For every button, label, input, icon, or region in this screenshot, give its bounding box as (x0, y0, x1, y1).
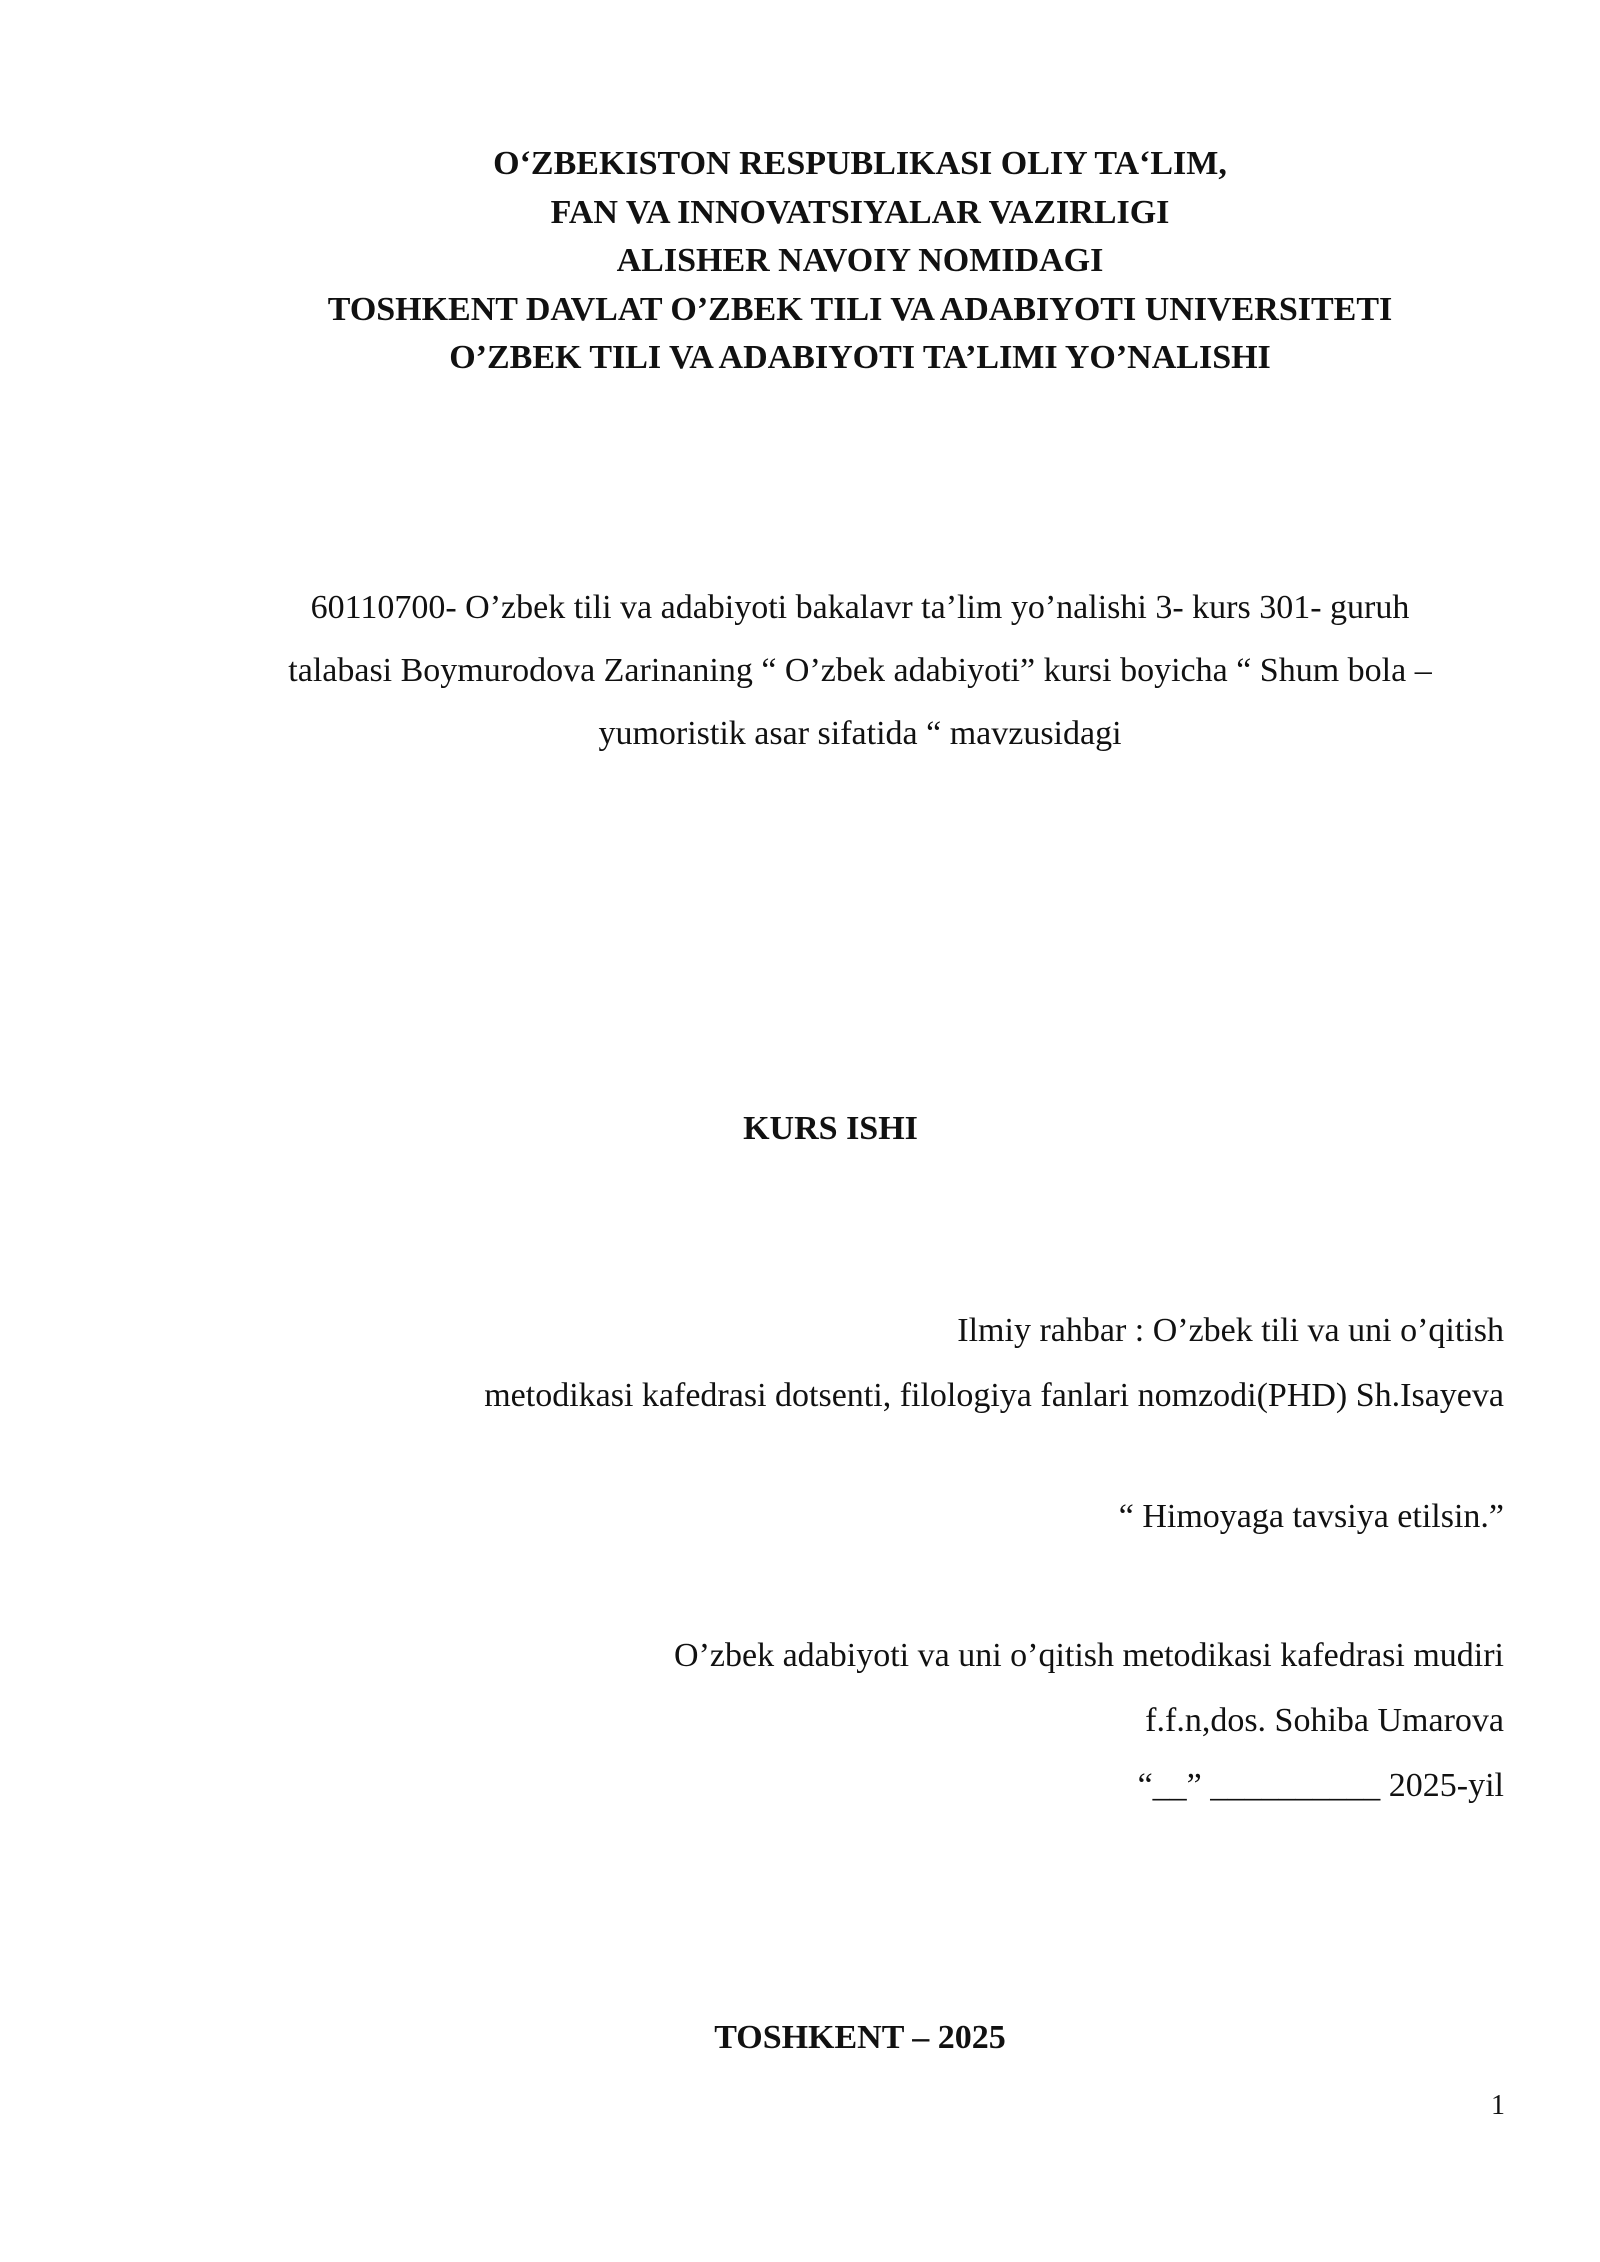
supervisor-line: Ilmiy rahbar : O’zbek tili va uni o’qitish (957, 1312, 1504, 1349)
city-year-footer: TOSHKENT – 2025 (714, 2019, 1006, 2056)
recommendation-note: “ Himoyaga tavsiya etilsin.” (1118, 1498, 1504, 1535)
topic-paragraph (200, 576, 1520, 765)
header-line: O‘ZBEKISTON RESPUBLIKASI OLIY TA‘LIM, (493, 145, 1227, 182)
header-line: O’ZBEK TILI VA ADABIYOTI TA’LIMI YO’NALISHI (449, 339, 1271, 377)
department-head-name: f.f.n,dos. Sohiba Umarova (1145, 1702, 1504, 1739)
header-line: ALISHER NAVOIY NOMIDAGI (616, 242, 1104, 280)
supervisor-block (484, 1298, 1504, 1428)
department-head-line: O’zbek adabiyoti va uni o’qitish metodikasi kafedrasi mudiri (674, 1637, 1504, 1674)
topic-line: yumoristik asar sifatida “ mavzusidagi (598, 715, 1122, 752)
topic-line: talabasi Boymurodova Zarinaning “ O’zbek adabiyoti” kursi boyicha “ Shum bola – (288, 652, 1432, 689)
ministry-header (0, 140, 1600, 383)
signature-date-line: “__” __________ 2025-yil (1137, 1767, 1504, 1804)
page-number: 1 (1491, 2090, 1505, 2121)
topic-line: 60110700- O’zbek tili va adabiyoti bakalavr ta’lim yo’nalishi 3- kurs 301- guruh (310, 589, 1410, 626)
department-head-block (674, 1623, 1504, 1818)
work-type-title: KURS ISHI (743, 1110, 918, 1147)
supervisor-line: metodikasi kafedrasi dotsenti, filologiya fanlari nomzodi(PHD) Sh.Isayeva (484, 1377, 1504, 1414)
header-line: TOSHKENT DAVLAT O’ZBEK TILI VA ADABIYOTI UNIVERSITETI (327, 290, 1393, 328)
header-line: FAN VA INNOVATSIYALAR VAZIRLIGI (550, 193, 1170, 231)
